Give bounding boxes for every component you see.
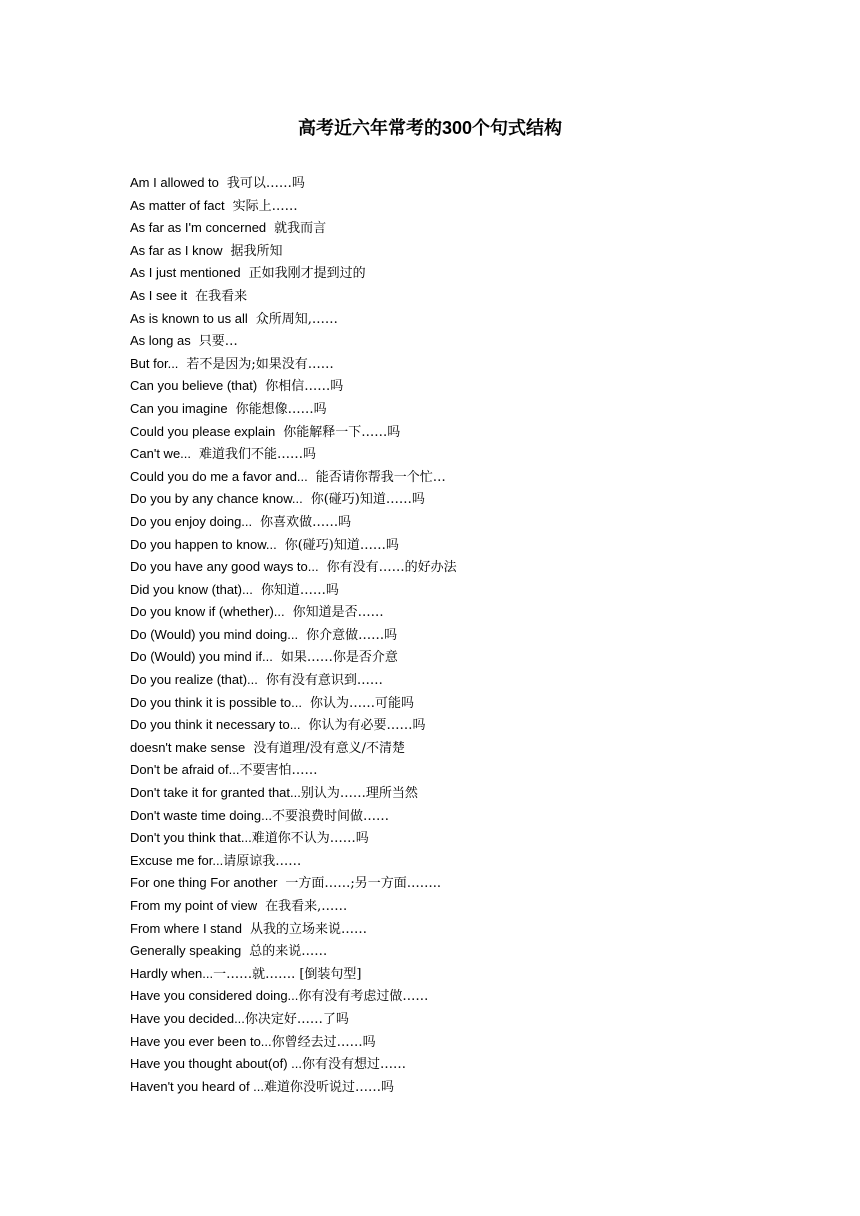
- list-item: [130, 398, 457, 421]
- chinese-meaning: 我可以……吗: [226, 176, 305, 191]
- list-item: [130, 918, 457, 941]
- chinese-meaning: 你(碰巧)知道……吗: [310, 492, 425, 508]
- list-item: [130, 375, 457, 398]
- chinese-meaning: 你(碰巧)知道……吗: [284, 537, 399, 553]
- list-item: [130, 646, 457, 669]
- english-phrase: doesn't make sense: [130, 739, 246, 755]
- chinese-meaning: 不要害怕……: [239, 763, 318, 779]
- list-item: [130, 443, 457, 466]
- list-item: [130, 195, 457, 218]
- list-item: [130, 172, 457, 195]
- list-item: [130, 1008, 457, 1031]
- english-phrase: As I see it: [130, 287, 188, 303]
- list-item: [130, 534, 457, 557]
- english-phrase: Could you do me a favor and...: [130, 468, 308, 484]
- chinese-meaning: 你能解释一下……吗: [283, 424, 401, 440]
- list-item: [130, 714, 457, 737]
- list-item: [130, 556, 457, 579]
- chinese-meaning: 从我的立场来说……: [250, 921, 368, 937]
- chinese-meaning: 你相信……吗: [265, 379, 344, 395]
- list-item: [130, 872, 457, 895]
- english-phrase: Don't be afraid of...: [130, 762, 240, 778]
- chinese-meaning: 难道我们不能……吗: [199, 447, 317, 463]
- list-item: [130, 217, 457, 240]
- chinese-meaning: 别认为……理所当然: [300, 786, 418, 802]
- english-phrase: As long as: [130, 333, 191, 349]
- chinese-meaning: 你喜欢做……吗: [260, 514, 352, 530]
- english-phrase: Do you by any chance know...: [130, 491, 303, 507]
- chinese-meaning: 一方面……;另一方面……..: [285, 876, 442, 892]
- chinese-meaning: 你决定好……了吗: [244, 1011, 349, 1027]
- english-phrase: Do you enjoy doing...: [130, 513, 253, 529]
- english-phrase: As is known to us all: [130, 310, 248, 326]
- list-item: [130, 601, 457, 624]
- english-phrase: Do you have any good ways to...: [130, 559, 319, 575]
- list-item: [130, 692, 457, 715]
- english-phrase: As far as I'm concerned: [130, 220, 267, 236]
- chinese-meaning: 你知道是否……: [292, 605, 384, 621]
- english-phrase: As far as I know: [130, 242, 223, 258]
- chinese-meaning: 正如我刚才提到过的: [248, 266, 366, 282]
- chinese-meaning: 总的来说……: [249, 944, 328, 960]
- list-item: [130, 262, 457, 285]
- chinese-meaning: 你有没有意识到……: [265, 673, 383, 689]
- list-item: [130, 669, 457, 692]
- english-phrase: From where I stand: [130, 920, 242, 936]
- english-phrase: Do you happen to know...: [130, 536, 277, 552]
- english-phrase: From my point of view: [130, 898, 258, 913]
- english-phrase: Do you realize (that)...: [130, 672, 258, 688]
- list-item: [130, 940, 457, 963]
- list-item: [130, 579, 457, 602]
- chinese-meaning: 能否请你帮我一个忙…: [315, 469, 446, 485]
- list-item: [130, 308, 457, 331]
- list-item: [130, 421, 457, 444]
- list-item: [130, 850, 457, 873]
- list-item: [130, 511, 457, 534]
- chinese-meaning: 据我所知: [230, 243, 283, 259]
- chinese-meaning: 你有没有考虑过做……: [298, 989, 429, 1005]
- english-phrase: Hardly when...: [130, 965, 214, 981]
- list-item: [130, 759, 457, 782]
- list-item: [130, 488, 457, 511]
- list-item: [130, 285, 457, 308]
- list-item: [130, 963, 457, 986]
- english-phrase: Can't we...: [130, 446, 192, 462]
- list-item: [130, 353, 457, 376]
- english-phrase: Don't waste time doing...: [130, 807, 272, 823]
- english-phrase: Do (Would) you mind if...: [130, 649, 273, 665]
- document-title: 高考近六年常考的300个句式结构: [297, 118, 563, 138]
- chinese-meaning: 你认为有必要……吗: [308, 718, 426, 734]
- english-phrase: Have you thought about(of) ...: [130, 1056, 302, 1072]
- chinese-meaning: 一……就……. [倒装句型]: [213, 966, 362, 982]
- english-phrase: Excuse me for...: [130, 852, 224, 868]
- chinese-meaning: 在我看来: [195, 288, 248, 304]
- sentence-pattern-list: [130, 172, 457, 1098]
- english-phrase: Do (Would) you mind doing...: [130, 626, 299, 642]
- chinese-meaning: 你能想像……吗: [235, 401, 327, 417]
- english-phrase: Don't take it for granted that...: [130, 785, 301, 801]
- chinese-meaning: 你知道……吗: [260, 582, 339, 598]
- english-phrase: Could you please explain: [130, 423, 276, 439]
- english-phrase: Do you think it necessary to...: [130, 717, 301, 733]
- list-item: [130, 240, 457, 263]
- english-phrase: Did you know (that)...: [130, 581, 253, 597]
- chinese-meaning: 难道你没听说过……吗: [264, 1079, 395, 1095]
- list-item: [130, 895, 457, 918]
- english-phrase: Don't you think that...: [130, 830, 252, 846]
- english-phrase: Can you believe (that): [130, 378, 258, 394]
- english-phrase: But for...: [130, 355, 179, 371]
- chinese-meaning: 如果……你是否介意: [280, 650, 398, 666]
- chinese-meaning: 难道你不认为……吗: [251, 831, 369, 847]
- chinese-meaning: 不要浪费时间做……: [271, 808, 389, 824]
- chinese-meaning: 实际上……: [232, 198, 298, 214]
- english-phrase: As I just mentioned: [130, 265, 241, 281]
- list-item: [130, 330, 457, 353]
- list-item: [130, 805, 457, 828]
- chinese-meaning: 你认为……可能吗: [309, 695, 414, 711]
- english-phrase: Haven't you heard of ...: [130, 1078, 265, 1094]
- list-item: [130, 1053, 457, 1076]
- english-phrase: Am I allowed to: [130, 175, 219, 190]
- chinese-meaning: 你曾经去过……吗: [271, 1034, 376, 1050]
- english-phrase: As matter of fact: [130, 197, 225, 213]
- list-item: [130, 1076, 457, 1099]
- english-phrase: Do you know if (whether)...: [130, 604, 285, 620]
- english-phrase: For one thing For another: [130, 875, 278, 891]
- english-phrase: Have you decided...: [130, 1010, 245, 1026]
- list-item: [130, 827, 457, 850]
- english-phrase: Can you imagine: [130, 400, 228, 416]
- chinese-meaning: 就我而言: [274, 221, 327, 237]
- english-phrase: Have you ever been to...: [130, 1033, 272, 1049]
- list-item: [130, 466, 457, 489]
- list-item: [130, 737, 457, 760]
- list-item: [130, 1031, 457, 1054]
- chinese-meaning: 你有没有……的好办法: [326, 560, 457, 576]
- english-phrase: Do you think it is possible to...: [130, 694, 302, 710]
- list-item: [130, 985, 457, 1008]
- list-item: [130, 624, 457, 647]
- chinese-meaning: 在我看来,……: [265, 899, 348, 914]
- chinese-meaning: 只要…: [198, 334, 238, 350]
- chinese-meaning: 你介意做……吗: [306, 627, 398, 643]
- chinese-meaning: 众所周知,……: [255, 311, 338, 327]
- chinese-meaning: 若不是因为;如果没有……: [186, 356, 334, 372]
- english-phrase: Generally speaking: [130, 943, 242, 959]
- list-item: [130, 782, 457, 805]
- english-phrase: Have you considered doing...: [130, 988, 299, 1004]
- chinese-meaning: 你有没有想过……: [302, 1057, 407, 1073]
- chinese-meaning: 没有道理/没有意义/不清楚: [253, 740, 405, 756]
- chinese-meaning: 请原谅我……: [223, 853, 302, 869]
